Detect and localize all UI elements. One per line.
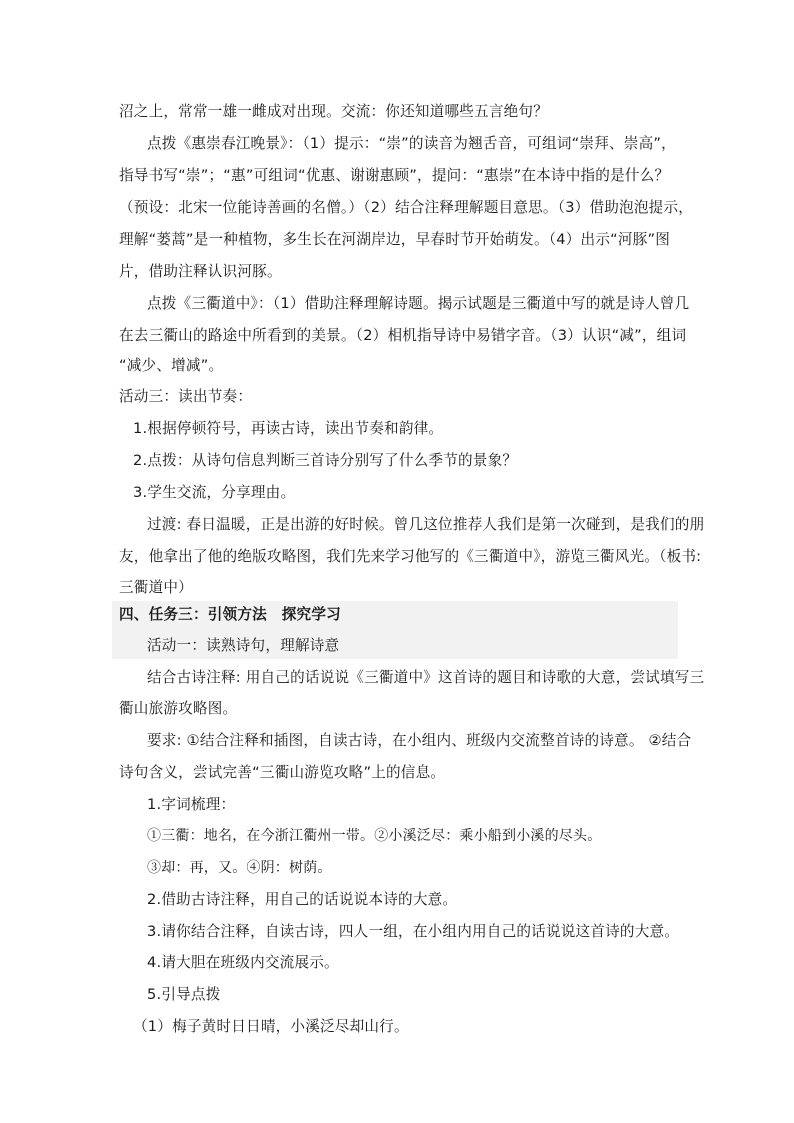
- list-item: ①三衢：地名，在今浙江衢州一带。②小溪泛尽：乘小船到小溪的尽头。: [147, 828, 602, 844]
- list-item: 1.根据停顿符号，再读古诗，读出节奏和韵律。: [133, 420, 444, 437]
- text-line: 点拨《惠崇春江晚景》：（1）提示：“崇”的读音为翘舌音，可组词“崇拜、崇高”，: [147, 135, 676, 152]
- list-item: ③却：再，又。④阴：树荫。: [147, 860, 332, 876]
- list-item: 2.借助古诗注释，用自己的话说说本诗的大意。: [147, 891, 458, 908]
- list-item: 2.点拨：从诗句信息判断三首诗分别写了什么季节的景象？: [133, 452, 518, 469]
- text-line: 片，借助注释认识河豚。: [119, 263, 282, 280]
- activity-heading: 活动三：读出节奏：: [119, 388, 253, 405]
- text-line: 诗句含义，尝试完善“三衢山游览攻略”上的信息。: [119, 764, 446, 781]
- text-line: 理解“蒌蒿”是一种植物，多生长在河湖岸边，早春时节开始萌发。（4）出示“河豚”图: [119, 231, 671, 248]
- text-line: 衢山旅游攻略图。: [119, 700, 238, 717]
- text-line: （预设：北宋一位能诗善画的名僧。）（2）结合注释理解题目意思。（3）借助泡泡提示，: [119, 199, 694, 216]
- text-line: 友，他拿出了他的绝版攻略图，我们先来学习他写的《三衢道中》，游览三衢风光。（板书:: [119, 548, 702, 565]
- text-line: 三衢道中）: [119, 579, 193, 596]
- text-line: 沼之上，常常一雄一雌成对出现。交流：你还知道哪些五言绝句？: [119, 103, 549, 120]
- list-item: 4.请大胆在班级内交流展示。: [147, 954, 339, 971]
- poem-line: （1）梅子黄时日日晴，小溪泛尽却山行。: [133, 1018, 409, 1035]
- text-line: 结合古诗注释: 用自己的话说说《三衢道中》这首诗的题目和诗歌的大意，尝试填写三: [147, 669, 705, 686]
- text-line: 要求: ①结合注释和插图，自读古诗，在小组内、班级内交流整首诗的诗意。 ②结合: [147, 732, 692, 749]
- list-item: 3.学生交流，分享理由。: [133, 484, 296, 501]
- activity-heading: 活动一：读熟诗句，理解诗意: [147, 637, 340, 654]
- text-line: “减少、增减”。: [119, 357, 224, 374]
- text-line: 点拨《三衢道中》：（1）借助注释理解诗题。揭示试题是三衢道中写的就是诗人曾几: [147, 295, 690, 312]
- list-item: 3.请你结合注释，自读古诗，四人一组，在小组内用自己的话说说这首诗的大意。: [147, 923, 680, 940]
- list-item: 1.字词梳理：: [147, 796, 236, 813]
- list-item: 5.引导点拨: [147, 986, 221, 1003]
- text-line: 在去三衢山的路途中所看到的美景。（2）相机指导诗中易错字音。（3）认识“减”，组词: [119, 327, 687, 344]
- text-line: 指导书写“崇”；“惠”可组词“优惠、谢谢惠顾”，提问：“惠崇”在本诗中指的是什么？: [119, 167, 670, 184]
- text-line: 过渡: 春日温暖，正是出游的好时候。曾几这位推荐人我们是第一次碰到，是我们的朋: [147, 516, 705, 533]
- section-heading: 四、任务三：引领方法 探究学习: [119, 606, 341, 623]
